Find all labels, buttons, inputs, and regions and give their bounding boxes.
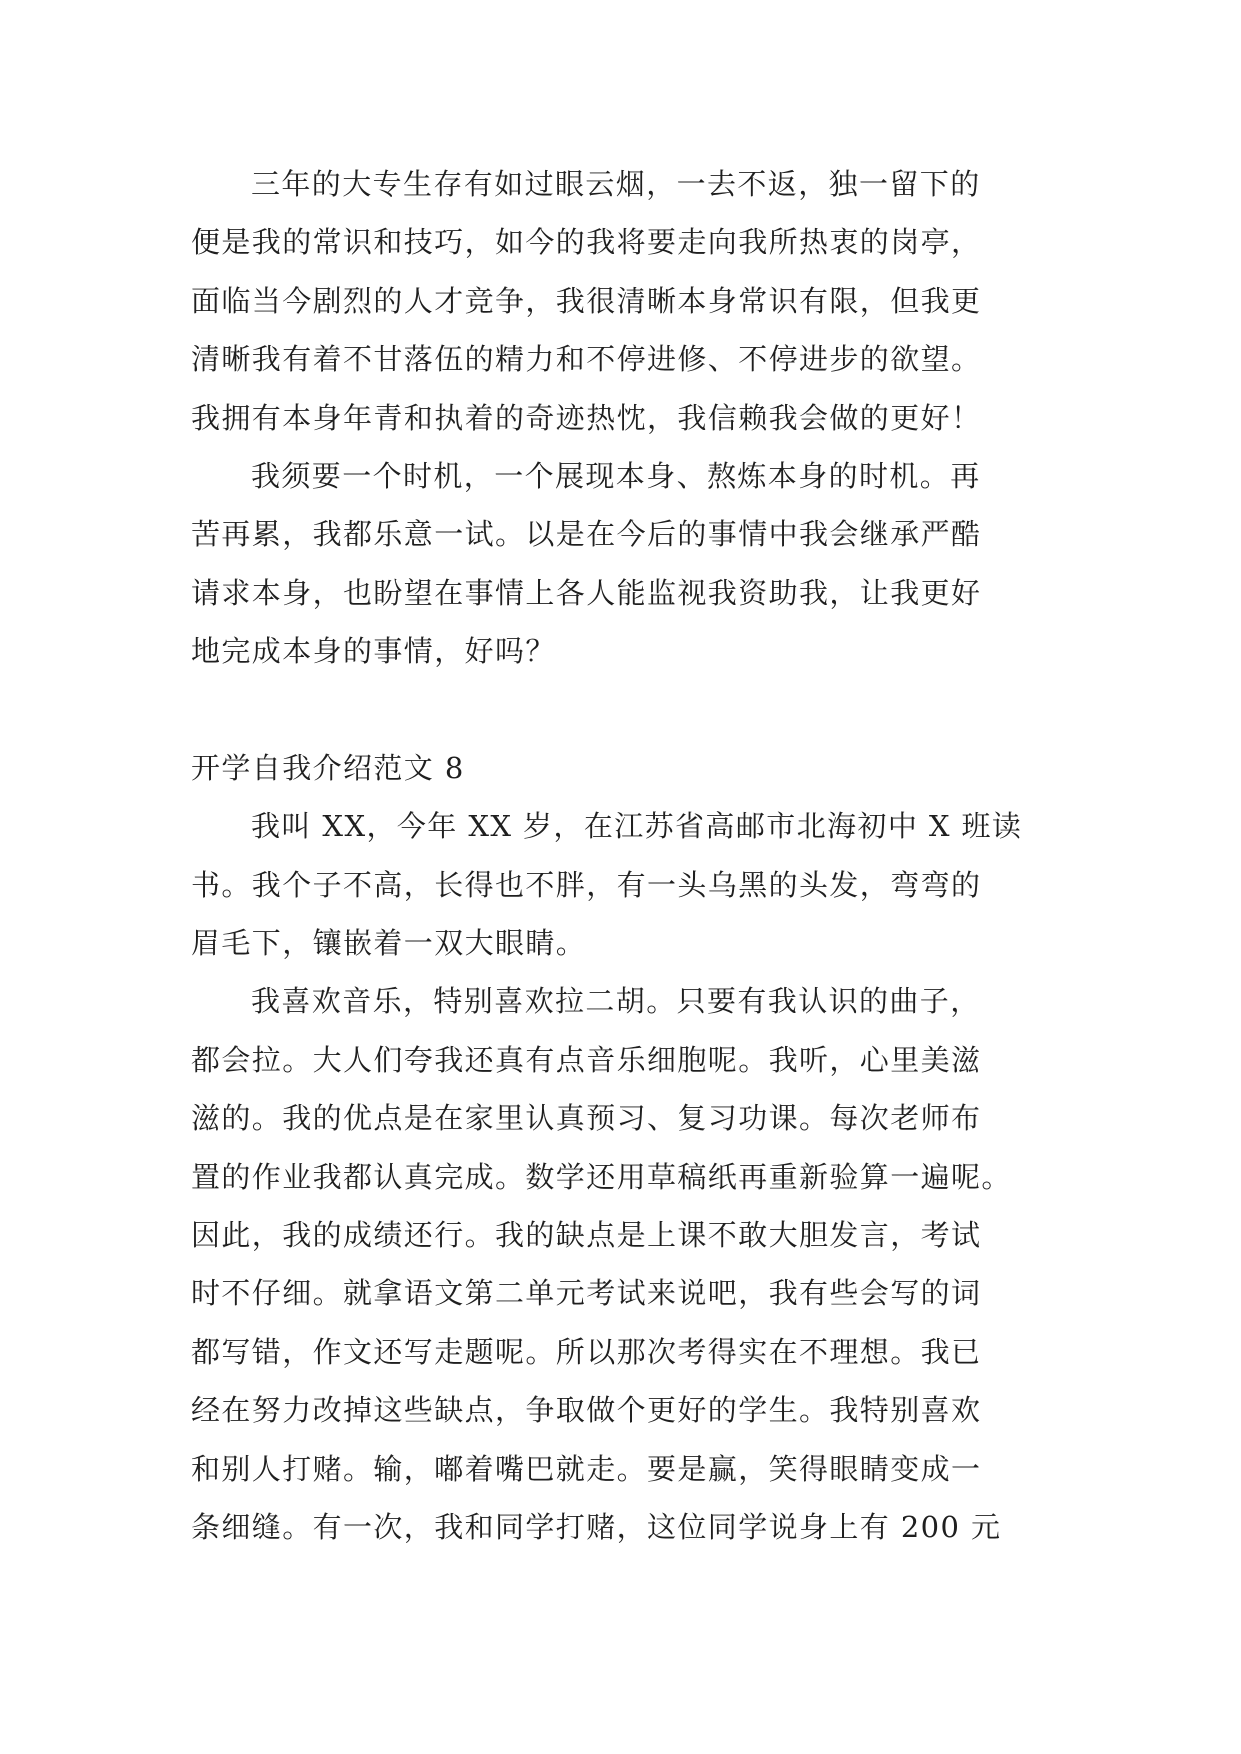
- document-body: [191, 155, 1051, 1556]
- text-line: 苦再累，我都乐意一试。以是在今后的事情中我会继承严酷: [191, 517, 982, 552]
- text-line: 置的作业我都认真完成。数学还用草稿纸再重新验算一遍呢。: [191, 1159, 1012, 1194]
- text-line: 请求本身，也盼望在事情上各人能监视我资助我，让我更好: [191, 575, 982, 610]
- text-line: 经在努力改掉这些缺点，争取做个更好的学生。我特别喜欢: [191, 1393, 982, 1428]
- text-line: 我须要一个时机，一个展现本身、熬炼本身的时机。再: [251, 458, 981, 493]
- blank-line: [191, 681, 1051, 739]
- text-line: 时不仔细。就拿语文第二单元考试来说吧，我有些会写的词: [191, 1276, 982, 1311]
- text-line: 我叫 XX，今年 XX 岁，在江苏省高邮市北海初中 X 班读: [251, 809, 1023, 844]
- text-line: 三年的大专生存有如过眼云烟，一去不返，独一留下的: [251, 167, 981, 201]
- text-line: 都会拉。大人们夸我还真有点音乐细胞呢。我听，心里美滋: [191, 1042, 982, 1077]
- text-line: 滋的。我的优点是在家里认真预习、复习功课。每次老师布: [191, 1101, 982, 1136]
- text-line: 书。我个子不高，长得也不胖，有一头乌黑的头发，弯弯的: [191, 867, 982, 902]
- text-line: 我拥有本身年青和执着的奇迹热忱，我信赖我会做的更好！: [191, 400, 982, 435]
- text-line: 便是我的常识和技巧，如今的我将要走向我所热衷的岗亭，: [191, 225, 982, 260]
- paragraph: [191, 447, 1051, 681]
- paragraph: [191, 797, 1051, 972]
- section-title: 开学自我介绍范文 8: [191, 750, 465, 785]
- text-line: 面临当今剧烈的人才竞争，我很清晰本身常识有限，但我更: [191, 283, 982, 318]
- text-line: 眉毛下，镶嵌着一双大眼睛。: [191, 926, 587, 961]
- text-line: 因此，我的成绩还行。我的缺点是上课不敢大胆发言，考试: [191, 1218, 982, 1253]
- text-line: 我喜欢音乐，特别喜欢拉二胡。只要有我认识的曲子，: [251, 984, 981, 1019]
- text-line: 条细缝。有一次，我和同学打赌，这位同学说身上有 200 元: [191, 1509, 1002, 1544]
- paragraph: [191, 155, 1051, 447]
- text-line: 和别人打赌。输，嘟着嘴巴就走。要是赢，笑得眼睛变成一: [191, 1451, 982, 1486]
- text-line: 都写错，作文还写走题呢。所以那次考得实在不理想。我已: [191, 1334, 982, 1369]
- text-line: 地完成本身的事情，好吗？: [191, 634, 556, 669]
- paragraph: [191, 972, 1051, 1556]
- text-line: 清晰我有着不甘落伍的精力和不停进修、不停进步的欲望。: [191, 342, 982, 377]
